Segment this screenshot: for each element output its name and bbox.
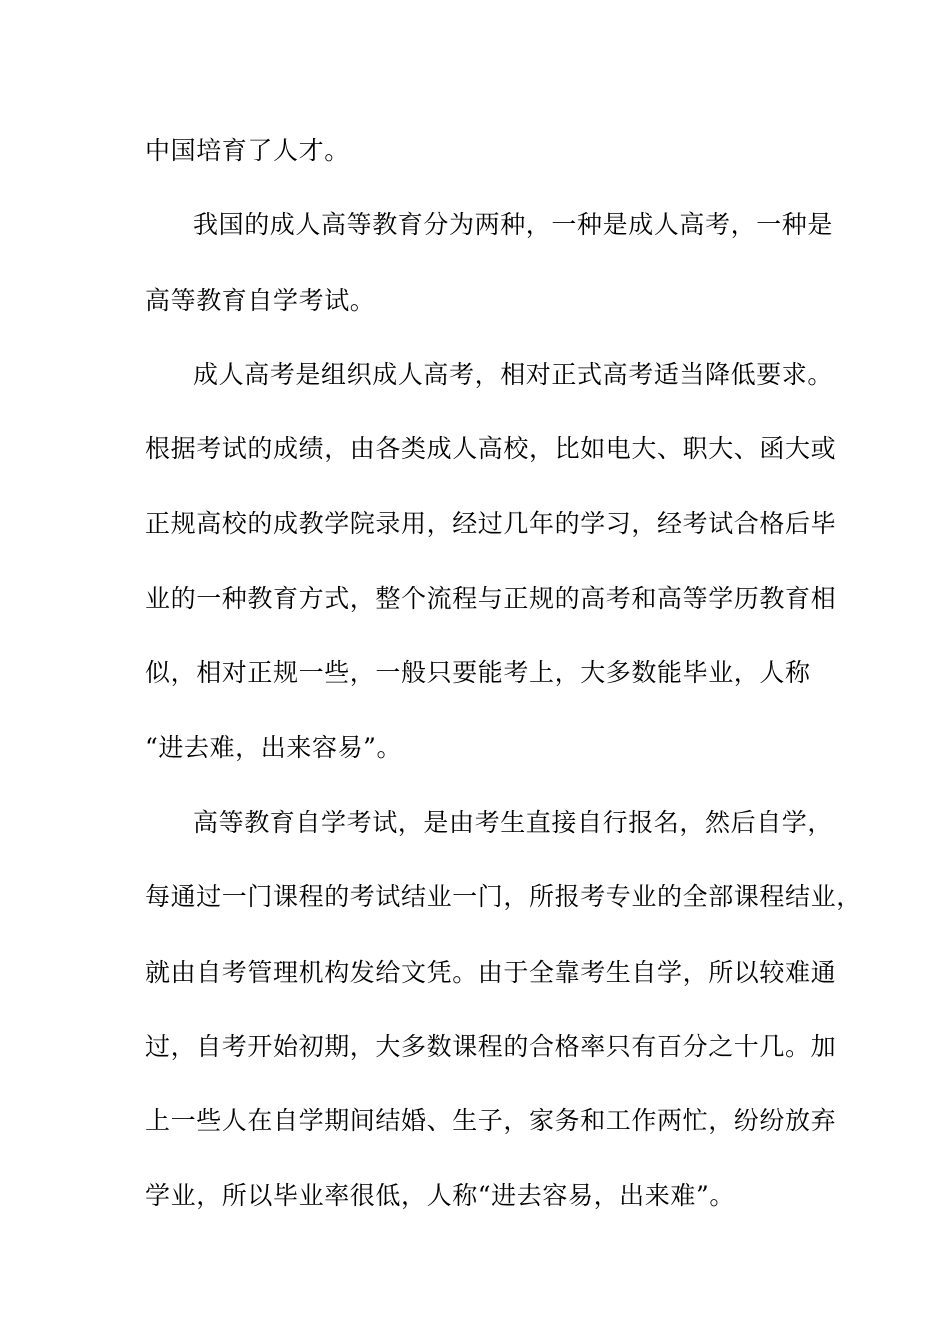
paragraph-3-line-3: 正规高校的成教学院录用，经过几年的学习，经考试合格后毕 xyxy=(145,509,837,538)
paragraph-3-line-6: “进去难，出来容易”。 xyxy=(145,733,403,762)
paragraph-4-line-6: 学业，所以毕业率很低，人称“进去容易，出来难”。 xyxy=(145,1181,735,1210)
paragraph-4-line-5: 上一些人在自学期间结婚、生子，家务和工作两忙，纷纷放弃 xyxy=(145,1106,837,1135)
paragraph-4-line-3: 就由自考管理机构发给文凭。由于全靠考生自学，所以较难通 xyxy=(145,958,837,987)
paragraph-2-line-2: 高等教育自学考试。 xyxy=(145,286,376,315)
paragraph-3-line-4: 业的一种教育方式，整个流程与正规的高考和高等学历教育相 xyxy=(145,584,837,613)
paragraph-4-line-4: 过，自考开始初期，大多数课程的合格率只有百分之十几。加 xyxy=(145,1032,837,1061)
paragraph-3-line-5: 似，相对正规一些，一般只要能考上，大多数能毕业，人称 xyxy=(145,658,811,687)
paragraph-4-line-1: 高等教育自学考试，是由考生直接自行报名，然后自学， xyxy=(193,808,834,837)
paragraph-1-line-1: 中国培育了人才。 xyxy=(145,136,350,165)
paragraph-2-line-1: 我国的成人高等教育分为两种，一种是成人高考，一种是 xyxy=(193,210,834,239)
paragraph-4-line-2: 每通过一门课程的考试结业一门，所报考专业的全部课程结业， xyxy=(145,882,862,911)
paragraph-3-line-2: 根据考试的成绩，由各类成人高校，比如电大、职大、函大或 xyxy=(145,434,837,463)
paragraph-3-line-1: 成人高考是组织成人高考，相对正式高考适当降低要求。 xyxy=(193,360,834,389)
